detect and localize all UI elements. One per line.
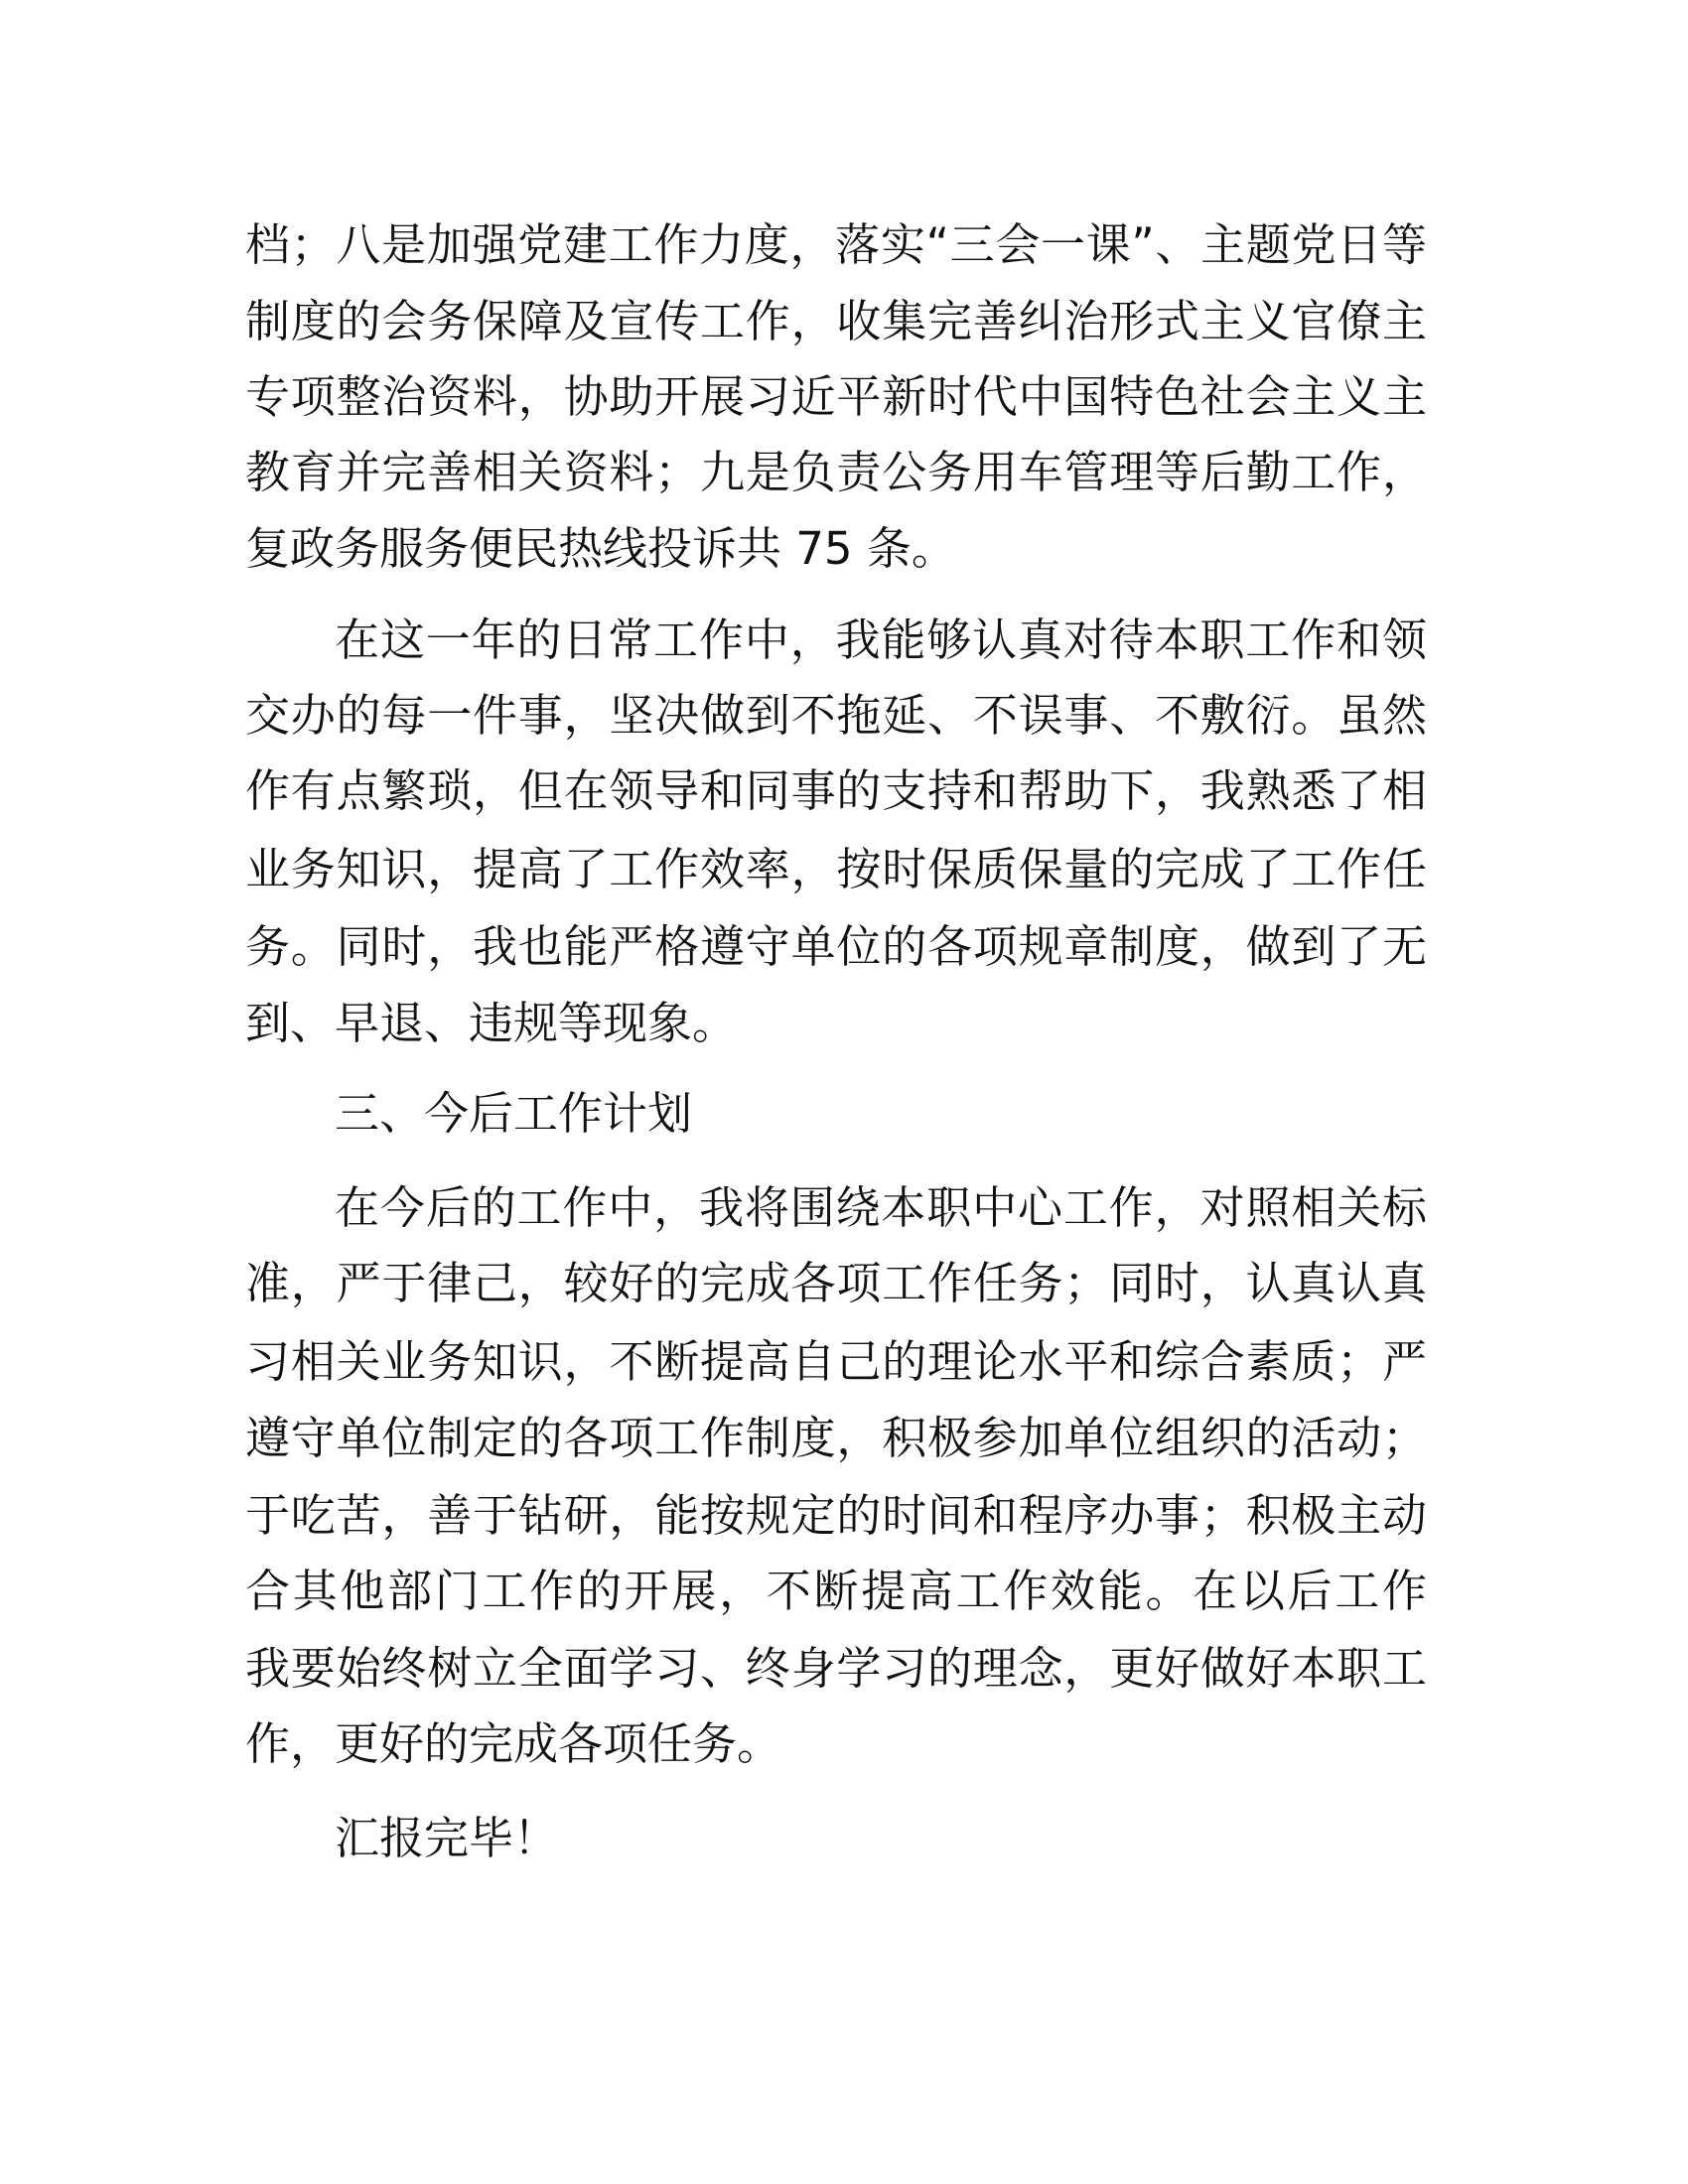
- paragraph-line: 制度的会务保障及宣传工作，收集完善纠治形式主义官僚主: [245, 295, 1427, 347]
- closing-line: 汇报完毕！: [335, 1812, 559, 1864]
- paragraph-line: 务。同时，我也能严格遵守单位的各项规章制度，做到了无: [245, 920, 1427, 973]
- paragraph-line: 合其他部门工作的开展，不断提高工作效能。在以后工作: [245, 1565, 1427, 1617]
- paragraph-line: 于吃苦，善于钻研，能按规定的时间和程序办事；积极主动: [245, 1489, 1427, 1542]
- paragraph-line: 教育并完善相关资料；九是负责公务用车管理等后勤工作，: [245, 446, 1427, 498]
- paragraph-line: 习相关业务知识，不断提高自己的理论水平和综合素质；严: [245, 1335, 1427, 1388]
- paragraph-line: 我要始终树立全面学习、终身学习的理念，更好做好本职工: [245, 1642, 1427, 1695]
- paragraph-line: 在这一年的日常工作中，我能够认真对待本职工作和领: [335, 614, 1427, 666]
- paragraph-line: 专项整治资料，协助开展习近平新时代中国特色社会主义主: [245, 370, 1427, 423]
- paragraph-line: 交办的每一件事，坚决做到不拖延、不误事、不敷衍。虽然: [245, 689, 1427, 742]
- paragraph-line: 准，严于律己，较好的完成各项工作任务；同时，认真认真: [245, 1257, 1427, 1309]
- paragraph-line: 作有点繁琐，但在领导和同事的支持和帮助下，我熟悉了相: [245, 764, 1427, 817]
- paragraph-line: 在今后的工作中，我将围绕本职中心工作，对照相关标: [335, 1181, 1427, 1234]
- paragraph-line: 复政务服务便民热线投诉共 75 条。: [245, 522, 956, 575]
- section-heading: 三、今后工作计划: [335, 1087, 693, 1140]
- paragraph-line: 档；八是加强党建工作力度，落实“三会一课”、主题党日等: [245, 218, 1427, 271]
- paragraph-line: 到、早退、违规等现象。: [245, 997, 738, 1049]
- paragraph-line: 作，更好的完成各项任务。: [245, 1717, 782, 1770]
- paragraph-line: 业务知识，提高了工作效率，按时保质保量的完成了工作任: [245, 843, 1427, 895]
- paragraph-line: 遵守单位制定的各项工作制度，积极参加单位组织的活动；: [245, 1412, 1427, 1464]
